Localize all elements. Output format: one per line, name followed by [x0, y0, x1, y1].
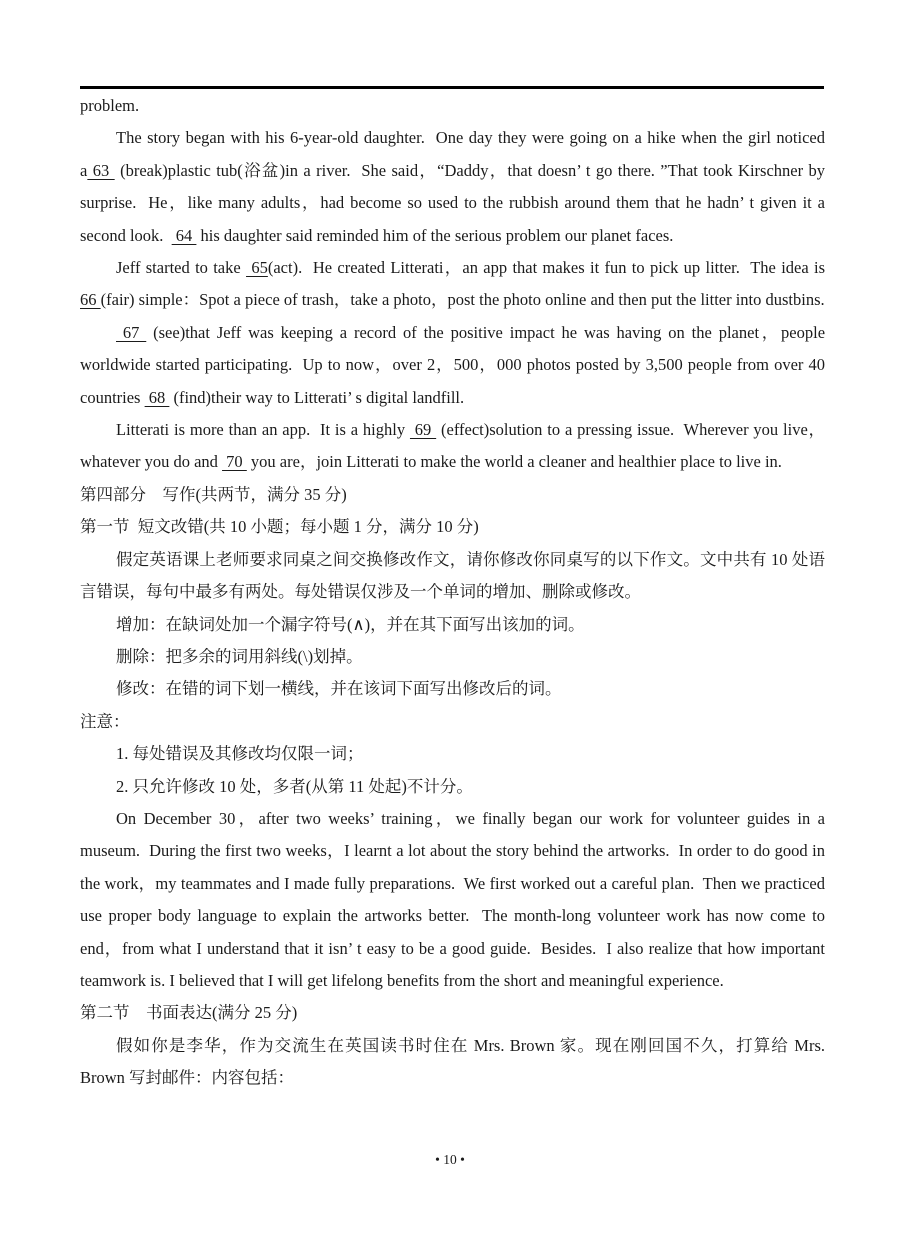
paragraph: [80, 673, 825, 705]
text-run: (act). He created Litterati，an app that makes it fun to pick up litter. The idea is: [267, 258, 826, 278]
blank-70: 70: [222, 452, 247, 472]
paragraph: [80, 771, 825, 803]
paragraph: [80, 1030, 825, 1095]
text-run: (break)plastic tub(浴盆)in a river. She said，“Daddy，that doesn’ t go there. ”That took Kirschner by surprise. He，like many adults，had become so used to the rubbish around them that he hadn’ t given it a second look.: [80, 160, 825, 245]
paragraph: [80, 706, 825, 738]
text-run: 注意：: [80, 711, 130, 731]
blank-64: 64: [171, 225, 197, 245]
section-heading: [80, 997, 825, 1029]
text-run: 增加：在缺词处加一个漏字符号(∧)，并在其下面写出该加的词。: [116, 614, 585, 634]
text-run: Litterati is more than an app. It is a highly: [116, 420, 410, 440]
text-run: 假如你是李华，作为交流生在英国读书时住在 Mrs. Brown 家。现在刚回国不久，打算给 Mrs. Brown 写封邮件：内容包括：: [80, 1035, 825, 1088]
page-number: • 10 •: [435, 1152, 465, 1167]
text-run: (fair) simple：Spot a piece of trash，take a photo，post the photo online and then put the litter into dustbins.: [100, 290, 825, 310]
text-run: (find)their way to Litterati’ s digital landfill.: [169, 387, 465, 407]
paragraph: [80, 641, 825, 673]
section-heading: [80, 479, 825, 511]
paragraph: [80, 738, 825, 770]
paragraph: [80, 544, 825, 609]
document-content: [80, 90, 825, 1095]
paragraph: [80, 122, 825, 252]
text-run: Jeff started to take: [116, 258, 247, 278]
blank-65: 65: [246, 258, 268, 278]
text-run: (see)that Jeff was keeping a record of the positive impact he was having on the planet，people worldwide started participating. Up to now，over 2，500，000 photos posted by 3,500 people from over 40 countries: [80, 322, 826, 407]
blank-68: 68: [144, 387, 170, 407]
paragraph: [80, 317, 825, 414]
text-run: (effect)solution to a pressing issue. Wherever you live，whatever you do and: [80, 420, 825, 472]
paragraph: [80, 252, 825, 317]
paragraph: [80, 90, 825, 122]
text-run: 假定英语课上老师要求同桌之间交换修改作文，请你修改你同桌写的以下作文。文中共有 10 处语言错误，每句中最多有两处。每处错误仅涉及一个单词的增加、删除或修改。: [80, 549, 825, 602]
header-rule: [80, 86, 824, 89]
text-run: 第四部分 写作(共两节，满分 35 分): [80, 484, 347, 504]
paragraph: [80, 414, 825, 479]
text-run: 删除：把多余的词用斜线(\)划掉。: [116, 646, 363, 666]
text-run: his daughter said reminded him of the serious problem our planet faces.: [196, 225, 674, 245]
text-run: 第二节 书面表达(满分 25 分): [80, 1003, 298, 1023]
text-run: problem.: [80, 96, 140, 115]
text-run: On December 30，after two weeks’ training，we finally began our work for volunteer guides in a museum. During the first two weeks，I learnt a lot about the story behind the artworks. In order to do good in the work，my teammates and I made fully preparations. We first worked out a careful plan. Then we practiced use proper body language to explain the artworks better. The month-long volunteer work has now come to end，from what I understand that it isn’ t easy to be a good guide. Besides. I also realize that how important teamwork is. I believed that I will get lifelong benefits from the short and meaningful experience.: [80, 808, 825, 990]
text-run: 修改：在错的词下划一横线，并在该词下面写出修改后的词。: [116, 679, 562, 699]
paragraph: [80, 803, 825, 997]
text-run: 2. 只允许修改 10 处，多者(从第 11 处起)不计分。: [116, 776, 473, 796]
paragraph: [80, 609, 825, 641]
blank-69: 69: [409, 420, 437, 440]
blank-67: 67: [116, 322, 147, 342]
section-heading: [80, 511, 825, 543]
text-run: The story began with his 6-year-old daughter. One day they were going on a hike when the girl noticed a: [80, 128, 825, 180]
blank-66: 66: [80, 290, 101, 310]
text-run: 1. 每处错误及其修改均仅限一词；: [116, 744, 364, 764]
text-run: 第一节 短文改错(共 10 小题；每小题 1 分，满分 10 分): [80, 517, 479, 537]
text-run: you are，join Litterati to make the world a cleaner and healthier place to live in.: [246, 452, 782, 472]
blank-63: 63: [87, 160, 115, 180]
